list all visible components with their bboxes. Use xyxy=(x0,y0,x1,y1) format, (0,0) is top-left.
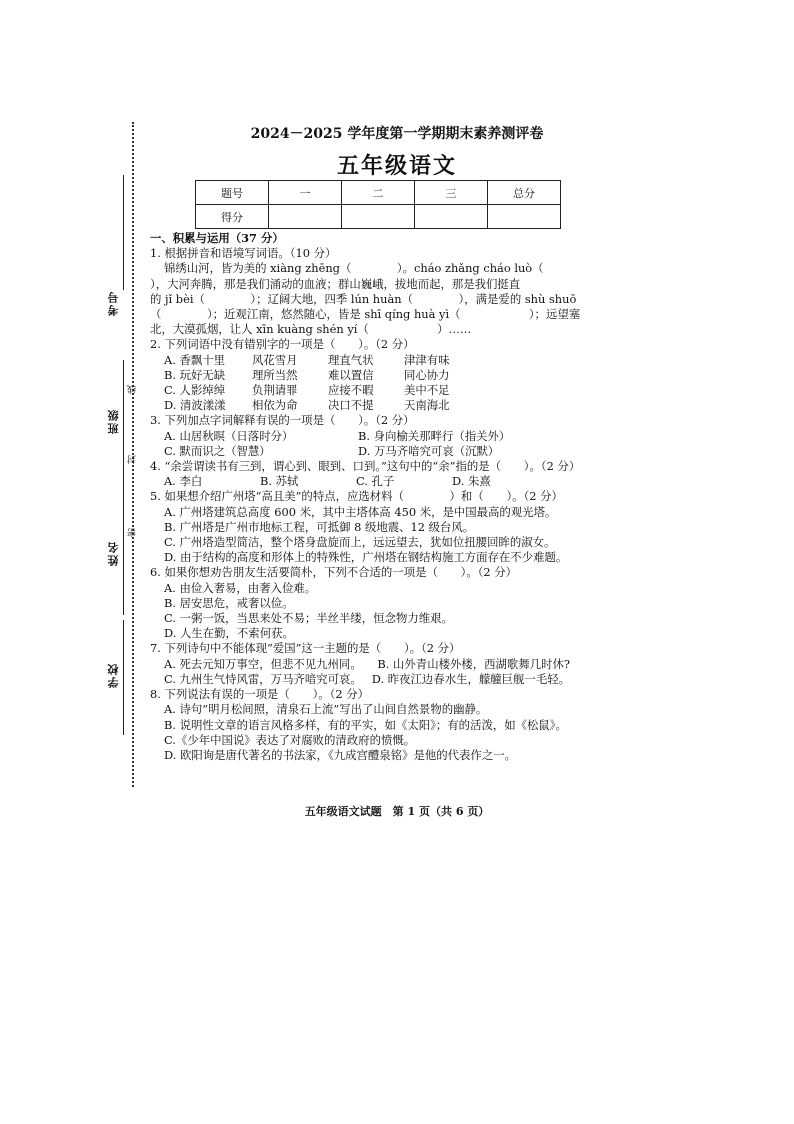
option-text: 天南海北 xyxy=(404,398,450,413)
question-7-stem: 7. 下列诗句中不能体现“爱国”这一主题的是（ ）。（2 分） xyxy=(150,641,461,656)
option-text: 风花雪月 xyxy=(252,352,298,367)
binding-mark-xian: 线 xyxy=(128,385,138,394)
score-header-cell: 题号 xyxy=(196,181,269,205)
binding-mark-mi: 密 xyxy=(128,528,138,537)
question-8-option: D. 欧阳询是唐代著名的书法家，《九成宫醴泉铭》是他的代表作之一。 xyxy=(164,747,516,762)
question-2-option xyxy=(150,398,570,413)
option-text: A. 李白 xyxy=(164,474,203,489)
question-8-option: A. 诗句“明月松间照，清泉石上流”写出了山间自然景物的幽静。 xyxy=(164,702,488,717)
score-table xyxy=(195,180,561,229)
option-text: D. 昨夜江边春水生，艨艟巨舰一毛轻。 xyxy=(371,671,570,686)
question-2-option xyxy=(150,383,570,398)
xuexiao-write-line xyxy=(123,620,124,735)
option-text: 理直气状 xyxy=(328,352,374,367)
option-text: A. 死去元知万事空，但悲不见九州同。 xyxy=(164,656,362,671)
score-header-cell: 二 xyxy=(342,181,415,205)
question-8-stem: 8. 下列说法有误的一项是（ ）。（2 分） xyxy=(150,687,369,702)
xuexiao-label: 学校 xyxy=(107,662,120,688)
score-header-cell: 一 xyxy=(269,181,342,205)
option-text: 同心协力 xyxy=(404,367,450,382)
question-1-line: 的 jǐ bèi（ ）；辽阔大地，四季 lún huàn（ ），满是爱的 shù shuō xyxy=(150,291,577,306)
score-header-cell: 总分 xyxy=(488,181,561,205)
exam-content xyxy=(150,231,581,763)
question-5-option: A. 广州塔建筑总高度 600 米，其中主塔体高 450 米，是中国最高的观光塔。 xyxy=(164,504,557,519)
score-row-label: 得分 xyxy=(196,205,269,229)
question-8-option: C.《少年中国说》表达了对腐败的清政府的愤慨。 xyxy=(164,732,416,747)
question-6-option: C. 一粥一饭，当思来处不易；半丝半缕，恒念物力维艰。 xyxy=(164,611,453,626)
question-1-line: 北，大漠孤烟，让人 xīn kuàng shén yí（ ）…… xyxy=(150,322,472,337)
question-6-option: B. 居安思危，戒奢以俭。 xyxy=(164,595,294,610)
question-3-option-row xyxy=(150,429,570,444)
option-text: 应接不暇 xyxy=(328,383,374,398)
question-6-stem: 6. 如果你想劝告朋友生活要简朴，下列不合适的一项是（ ）。（2 分） xyxy=(150,565,518,580)
question-3-stem: 3. 下列加点字词解释有误的一项是（ ）。（2 分） xyxy=(150,413,415,428)
page-footer: 五年级语文试题 第 1 页（共 6 页） xyxy=(304,805,490,818)
xingming-label: 姓名 xyxy=(107,540,120,566)
score-cell[interactable] xyxy=(342,205,415,229)
option-text: D. 朱熹 xyxy=(452,474,491,489)
option-text: 理所当然 xyxy=(252,367,298,382)
question-4-option-row xyxy=(150,474,570,489)
question-5-option: B. 广州塔是广州市地标工程，可抵御 8 级地震、12 级台风。 xyxy=(164,519,475,534)
option-text: 决口不提 xyxy=(328,398,374,413)
exam-title: 2024－2025 学年度第一学期期末素养测评卷 xyxy=(250,126,544,142)
question-2-stem: 2. 下列词语中没有错别字的一项是（ ）。（2 分） xyxy=(150,337,415,352)
question-5-option: D. 由于结构的高度和形体上的特殊性，广州塔在钢结构施工方面存在不少难题。 xyxy=(164,550,568,565)
option-text: D. 万马齐喑究可哀（沉默） xyxy=(358,443,500,458)
question-8-option: B. 说明性文章的语言风格多样，有的平实，如《太阳》；有的活泼，如《松鼠》。 xyxy=(164,717,567,732)
option-text: 美中不足 xyxy=(404,383,450,398)
option-text: C. 九州生气恃风雷，万马齐喑究可哀。 xyxy=(164,671,362,686)
question-2-option xyxy=(150,353,570,368)
exam-subtitle: 五年级语文 xyxy=(336,153,457,179)
option-text: B. 山外青山楼外楼，西湖歌舞几时休? xyxy=(377,656,570,671)
score-cell[interactable] xyxy=(415,205,488,229)
score-cell[interactable] xyxy=(488,205,561,229)
question-1-line: 锦绣山河，皆为美的 xiàng zhēng（ ）。cháo zhǎng cháo luò（ xyxy=(164,261,544,276)
banji-write-line xyxy=(123,360,124,485)
option-text: D. 清波漾漾 xyxy=(164,398,226,413)
option-text: C. 孔子 xyxy=(356,474,395,489)
question-1-line: （ ）；近观江南，悠然随心，皆是 shī qíng huà yì（ ）；远望塞 xyxy=(150,307,581,322)
option-text: A. 山居秋暝（日落时分） xyxy=(164,428,294,443)
question-5-stem: 5. 如果想介绍广州塔“高且美”的特点，应选材料（ ）和（ ）。（2 分） xyxy=(150,489,563,504)
option-text: 相依为命 xyxy=(252,398,298,413)
question-6-option: D. 人生在勤，不索何获。 xyxy=(164,626,294,641)
kaohao-write-line xyxy=(123,175,124,290)
option-text: 难以置信 xyxy=(328,367,374,382)
section-heading: 一、积累与运用（37 分） xyxy=(150,231,284,245)
score-header-cell: 三 xyxy=(415,181,488,205)
question-7-option-row xyxy=(150,657,570,672)
question-4-stem: 4. “余尝谓读书有三到，谓心到、眼到、口到。”这句中的“余”指的是（ ）。（2 分） xyxy=(150,459,581,474)
score-table-header-row xyxy=(196,181,561,205)
question-7-option-row xyxy=(150,672,570,687)
question-1-stem: 1. 根据拼音和语境写词语。（10 分） xyxy=(150,246,337,261)
score-cell[interactable] xyxy=(269,205,342,229)
option-text: C. 人影绰绰 xyxy=(164,383,226,398)
score-table-score-row xyxy=(196,205,561,229)
option-text: A. 香飘十里 xyxy=(164,352,226,367)
question-2-option xyxy=(150,368,570,383)
option-text: B. 身向榆关那畔行（指关外） xyxy=(358,428,511,443)
banji-label: 班级 xyxy=(107,408,120,434)
binding-mark-feng: 封 xyxy=(128,455,138,464)
xingming-write-line xyxy=(123,485,124,615)
question-5-option: C. 广州塔造型简洁，整个塔身盘旋而上，远远望去，犹如位扭腰回眸的淑女。 xyxy=(164,535,556,550)
option-text: B. 玩好无缺 xyxy=(164,367,226,382)
option-text: 负荆请罪 xyxy=(252,383,298,398)
question-6-option: A. 由俭入奢易，由奢入俭难。 xyxy=(164,580,317,595)
question-3-option-row xyxy=(150,444,570,459)
option-text: 津津有味 xyxy=(404,352,450,367)
option-text: B. 苏轼 xyxy=(260,474,299,489)
question-1-line: ），大河奔腾，那是我们涌动的血液；群山巍峨，拔地而起，那是我们挺直 xyxy=(150,276,521,291)
kaohao-label: 考号 xyxy=(107,290,120,316)
option-text: C. 默而识之（智慧） xyxy=(164,443,271,458)
